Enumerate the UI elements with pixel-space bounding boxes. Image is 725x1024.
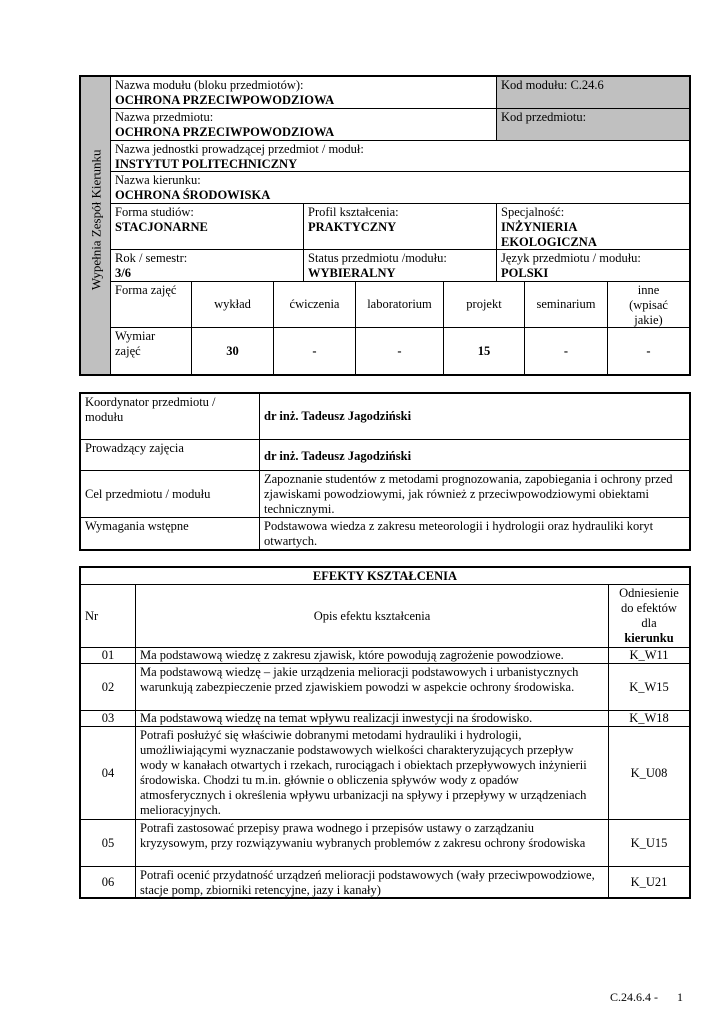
- outcome-ref-text: K_W11: [629, 648, 669, 662]
- status-label: Status przedmiotu /modułu:: [308, 251, 447, 265]
- outcomes-title-cell: [80, 567, 690, 585]
- study-form-value: STACJONARNE: [115, 220, 208, 234]
- outcome-desc-text: Ma podstawową wiedzę na temat wpływu realizacji inwestycji na środowisko.: [140, 711, 533, 725]
- outcome-desc-text: Potrafi posłużyć się właściwie dobranymi metodami hydrauliki i hydrologii, umożliwiającymi wyznaczanie podstawowych wielkości charakteryzujących przepływ wody w kanałach otwartych i rzekach, rurociągach i obiektach przepływowych inżynierii środowiska. Chodzi tu m.in. głównie o obliczenia spływów wody z opadów atmosferycznych i określenia wpływu urbanizacji na spływy i przepływy w urządzeniach melioracyjnych.: [140, 728, 587, 817]
- coordinator-value: dr inż. Tadeusz Jagodziński: [264, 409, 412, 423]
- outcomes-header-nr-text: Nr: [85, 608, 99, 623]
- scope-project: [443, 327, 525, 375]
- outcome-desc-text: Ma podstawową wiedzę z zakresu zjawisk, które powodują zagrożenie powodziowe.: [140, 648, 564, 662]
- lecturer-label-cell: [80, 439, 260, 471]
- outcome-desc-text: Potrafi zastosować przepisy prawa wodnego i przepisów ustawy o zarządzaniu kryzysowym, przy rozwiązywaniu wybranych problemów z zakresu ochrony środowiska: [140, 821, 586, 850]
- scope-label-line2: zajęć: [115, 344, 141, 358]
- unit-cell: [110, 140, 690, 172]
- class-header-project-text: projekt: [466, 297, 502, 311]
- lecturer-value: dr inż. Tadeusz Jagodziński: [264, 449, 412, 463]
- profile-cell: [303, 203, 497, 250]
- profile-value: PRAKTYCZNY: [308, 220, 397, 234]
- requirements-label-cell: [80, 517, 260, 550]
- class-form-label: Forma zajęć: [115, 283, 177, 297]
- coordinator-label-line1: Koordynator przedmiotu /: [85, 395, 216, 409]
- outcome-ref-text: K_U15: [630, 835, 668, 850]
- scope-lecture: [191, 327, 274, 375]
- outcome-nr-text: 05: [101, 835, 115, 850]
- lecturer-label: Prowadzący zajęcia: [85, 441, 184, 455]
- outcome-desc: [135, 819, 609, 867]
- status-value: WYBIERALNY: [308, 266, 396, 280]
- language-label: Język przedmiotu / modułu:: [501, 251, 641, 265]
- outcomes-header-nr: [80, 584, 136, 648]
- side-label: Wypełnia Zespół Kierunku: [88, 149, 104, 291]
- specialty-value-2: EKOLOGICZNA: [501, 235, 597, 249]
- goal-value-cell: [259, 470, 690, 518]
- scope-lecture-value: 30: [226, 343, 239, 358]
- field-cell: [110, 171, 690, 204]
- scope-exercises-value: -: [312, 343, 317, 358]
- scope-laboratory: [355, 327, 444, 375]
- class-header-lecture: [191, 281, 274, 328]
- outcome-ref: [608, 726, 690, 820]
- profile-label: Profil kształcenia:: [308, 205, 399, 219]
- class-header-exercises-text: ćwiczenia: [289, 297, 340, 311]
- outcome-nr-text: 04: [101, 765, 115, 780]
- module-code-label: Kod modułu: C.24.6: [501, 78, 604, 92]
- coordinator-value-cell: [259, 393, 690, 440]
- outcome-nr: [80, 726, 136, 820]
- module-name-cell: [110, 76, 497, 109]
- side-label-cell: [80, 76, 111, 375]
- outcomes-header-ref: [608, 584, 690, 648]
- outcome-nr-text: 02: [101, 679, 115, 694]
- field-value: OCHRONA ŚRODOWISKA: [115, 188, 271, 202]
- requirements-label: Wymagania wstępne: [85, 519, 189, 533]
- outcome-ref: [608, 819, 690, 867]
- scope-label-cell: [110, 327, 192, 375]
- outcome-ref-text: K_U08: [630, 765, 668, 780]
- outcome-desc: [135, 726, 609, 820]
- subject-code-cell: [496, 108, 690, 141]
- scope-laboratory-value: -: [397, 343, 402, 358]
- module-name-label: Nazwa modułu (bloku przedmiotów):: [115, 78, 304, 92]
- outcomes-header-ref-line1: Odniesienie: [619, 586, 679, 600]
- outcomes-header-ref-line2: do efektów: [621, 601, 677, 615]
- outcome-nr: [80, 663, 136, 711]
- outcome-ref: [608, 710, 690, 727]
- class-header-project: [443, 281, 525, 328]
- outcomes-header-ref-line3: dla: [641, 616, 657, 630]
- year-label: Rok / semestr:: [115, 251, 188, 265]
- class-header-other-line3: jakie): [634, 313, 663, 327]
- outcome-nr-text: 03: [101, 711, 115, 725]
- requirements-value-cell: [259, 517, 690, 550]
- outcome-nr: [80, 819, 136, 867]
- study-form-cell: [110, 203, 304, 250]
- scope-other-value: -: [646, 343, 651, 358]
- outcome-ref: [608, 647, 690, 664]
- outcome-desc: [135, 663, 609, 711]
- outcome-ref-text: K_W18: [629, 711, 669, 725]
- outcome-nr: [80, 710, 136, 727]
- scope-label-line1: Wymiar: [115, 329, 156, 343]
- page-number: 1: [677, 990, 683, 1004]
- coordinator-label-line2: modułu: [85, 410, 124, 424]
- goal-label-cell: [80, 470, 260, 518]
- specialty-cell: [496, 203, 690, 250]
- class-header-other: [607, 281, 690, 328]
- coordinator-label-cell: [80, 393, 260, 440]
- study-form-label: Forma studiów:: [115, 205, 194, 219]
- module-code-cell: [496, 76, 690, 109]
- outcome-ref: [608, 663, 690, 711]
- class-header-seminar-text: seminarium: [536, 297, 596, 311]
- class-form-label-cell: [110, 281, 192, 328]
- class-header-seminar: [524, 281, 608, 328]
- unit-value: INSTYTUT POLITECHNICZNY: [115, 157, 298, 171]
- outcome-desc: [135, 710, 609, 727]
- outcome-desc-text: Ma podstawową wiedzę – jakie urządzenia melioracji podstawowych i urbanistycznych warunkują zabezpieczenie przed zjawiskiem powodzi w aspekcie ochrony środowiska.: [140, 665, 579, 694]
- goal-value: Zapoznanie studentów z metodami prognozowania, zapobiegania i ochrony przed zjawiskami powodziowymi, jak również z przeciwpowodziowymi obiektami technicznymi.: [264, 472, 673, 516]
- subject-code-label: Kod przedmiotu:: [501, 110, 587, 124]
- outcome-desc: [135, 647, 609, 664]
- class-header-laboratory-text: laboratorium: [367, 297, 432, 311]
- outcomes-title: EFEKTY KSZTAŁCENIA: [312, 569, 458, 583]
- class-header-lecture-text: wykład: [214, 297, 251, 311]
- outcome-ref-text: K_U21: [630, 874, 668, 889]
- subject-name-value: OCHRONA PRZECIWPOWODZIOWA: [115, 125, 335, 139]
- goal-label: Cel przedmiotu / modułu: [85, 486, 211, 501]
- language-cell: [496, 249, 690, 282]
- footer-code: C.24.6.4 -: [610, 990, 658, 1004]
- field-label: Nazwa kierunku:: [115, 173, 201, 187]
- scope-seminar-value: -: [563, 343, 569, 358]
- class-header-laboratory: [355, 281, 444, 328]
- module-name-value: OCHRONA PRZECIWPOWODZIOWA: [115, 93, 335, 107]
- page-footer: [610, 990, 683, 1004]
- class-header-other-line1: inne: [637, 283, 660, 297]
- scope-project-value: 15: [477, 343, 491, 358]
- specialty-value-1: INŻYNIERIA: [501, 220, 578, 234]
- specialty-label: Specjalność:: [501, 205, 565, 219]
- scope-other: [607, 327, 690, 375]
- year-value: 3/6: [115, 266, 131, 280]
- subject-name-label: Nazwa przedmiotu:: [115, 110, 214, 124]
- outcome-ref-text: K_W15: [629, 679, 669, 694]
- scope-seminar: [524, 327, 608, 375]
- lecturer-value-cell: [259, 439, 690, 471]
- unit-label: Nazwa jednostki prowadzącej przedmiot / moduł:: [115, 142, 364, 156]
- class-header-other-line2: (wpisać: [629, 298, 668, 312]
- outcomes-header-desc: [135, 584, 609, 648]
- scope-exercises: [273, 327, 356, 375]
- outcome-nr-text: 06: [101, 874, 115, 889]
- outcome-ref: [608, 866, 690, 898]
- outcome-nr: [80, 866, 136, 898]
- status-cell: [303, 249, 497, 282]
- year-cell: [110, 249, 304, 282]
- outcome-desc-text: Potrafi ocenić przydatność urządzeń melioracji podstawowych (wały przeciwpowodziowe, stacje pomp, zbiorniki retencyjne, jazy i kanały): [140, 868, 595, 897]
- outcome-desc: [135, 866, 609, 898]
- outcomes-header-desc-text: Opis efektu kształcenia: [313, 608, 431, 623]
- outcome-nr: [80, 647, 136, 664]
- outcomes-header-ref-line4: kierunku: [624, 631, 674, 645]
- subject-name-cell: [110, 108, 497, 141]
- outcome-nr-text: 01: [101, 648, 115, 662]
- language-value: POLSKI: [501, 266, 549, 280]
- requirements-value: Podstawowa wiedza z zakresu meteorologii i hydrologii oraz hydrauliki koryt otwartych.: [264, 519, 654, 548]
- class-header-exercises: [273, 281, 356, 328]
